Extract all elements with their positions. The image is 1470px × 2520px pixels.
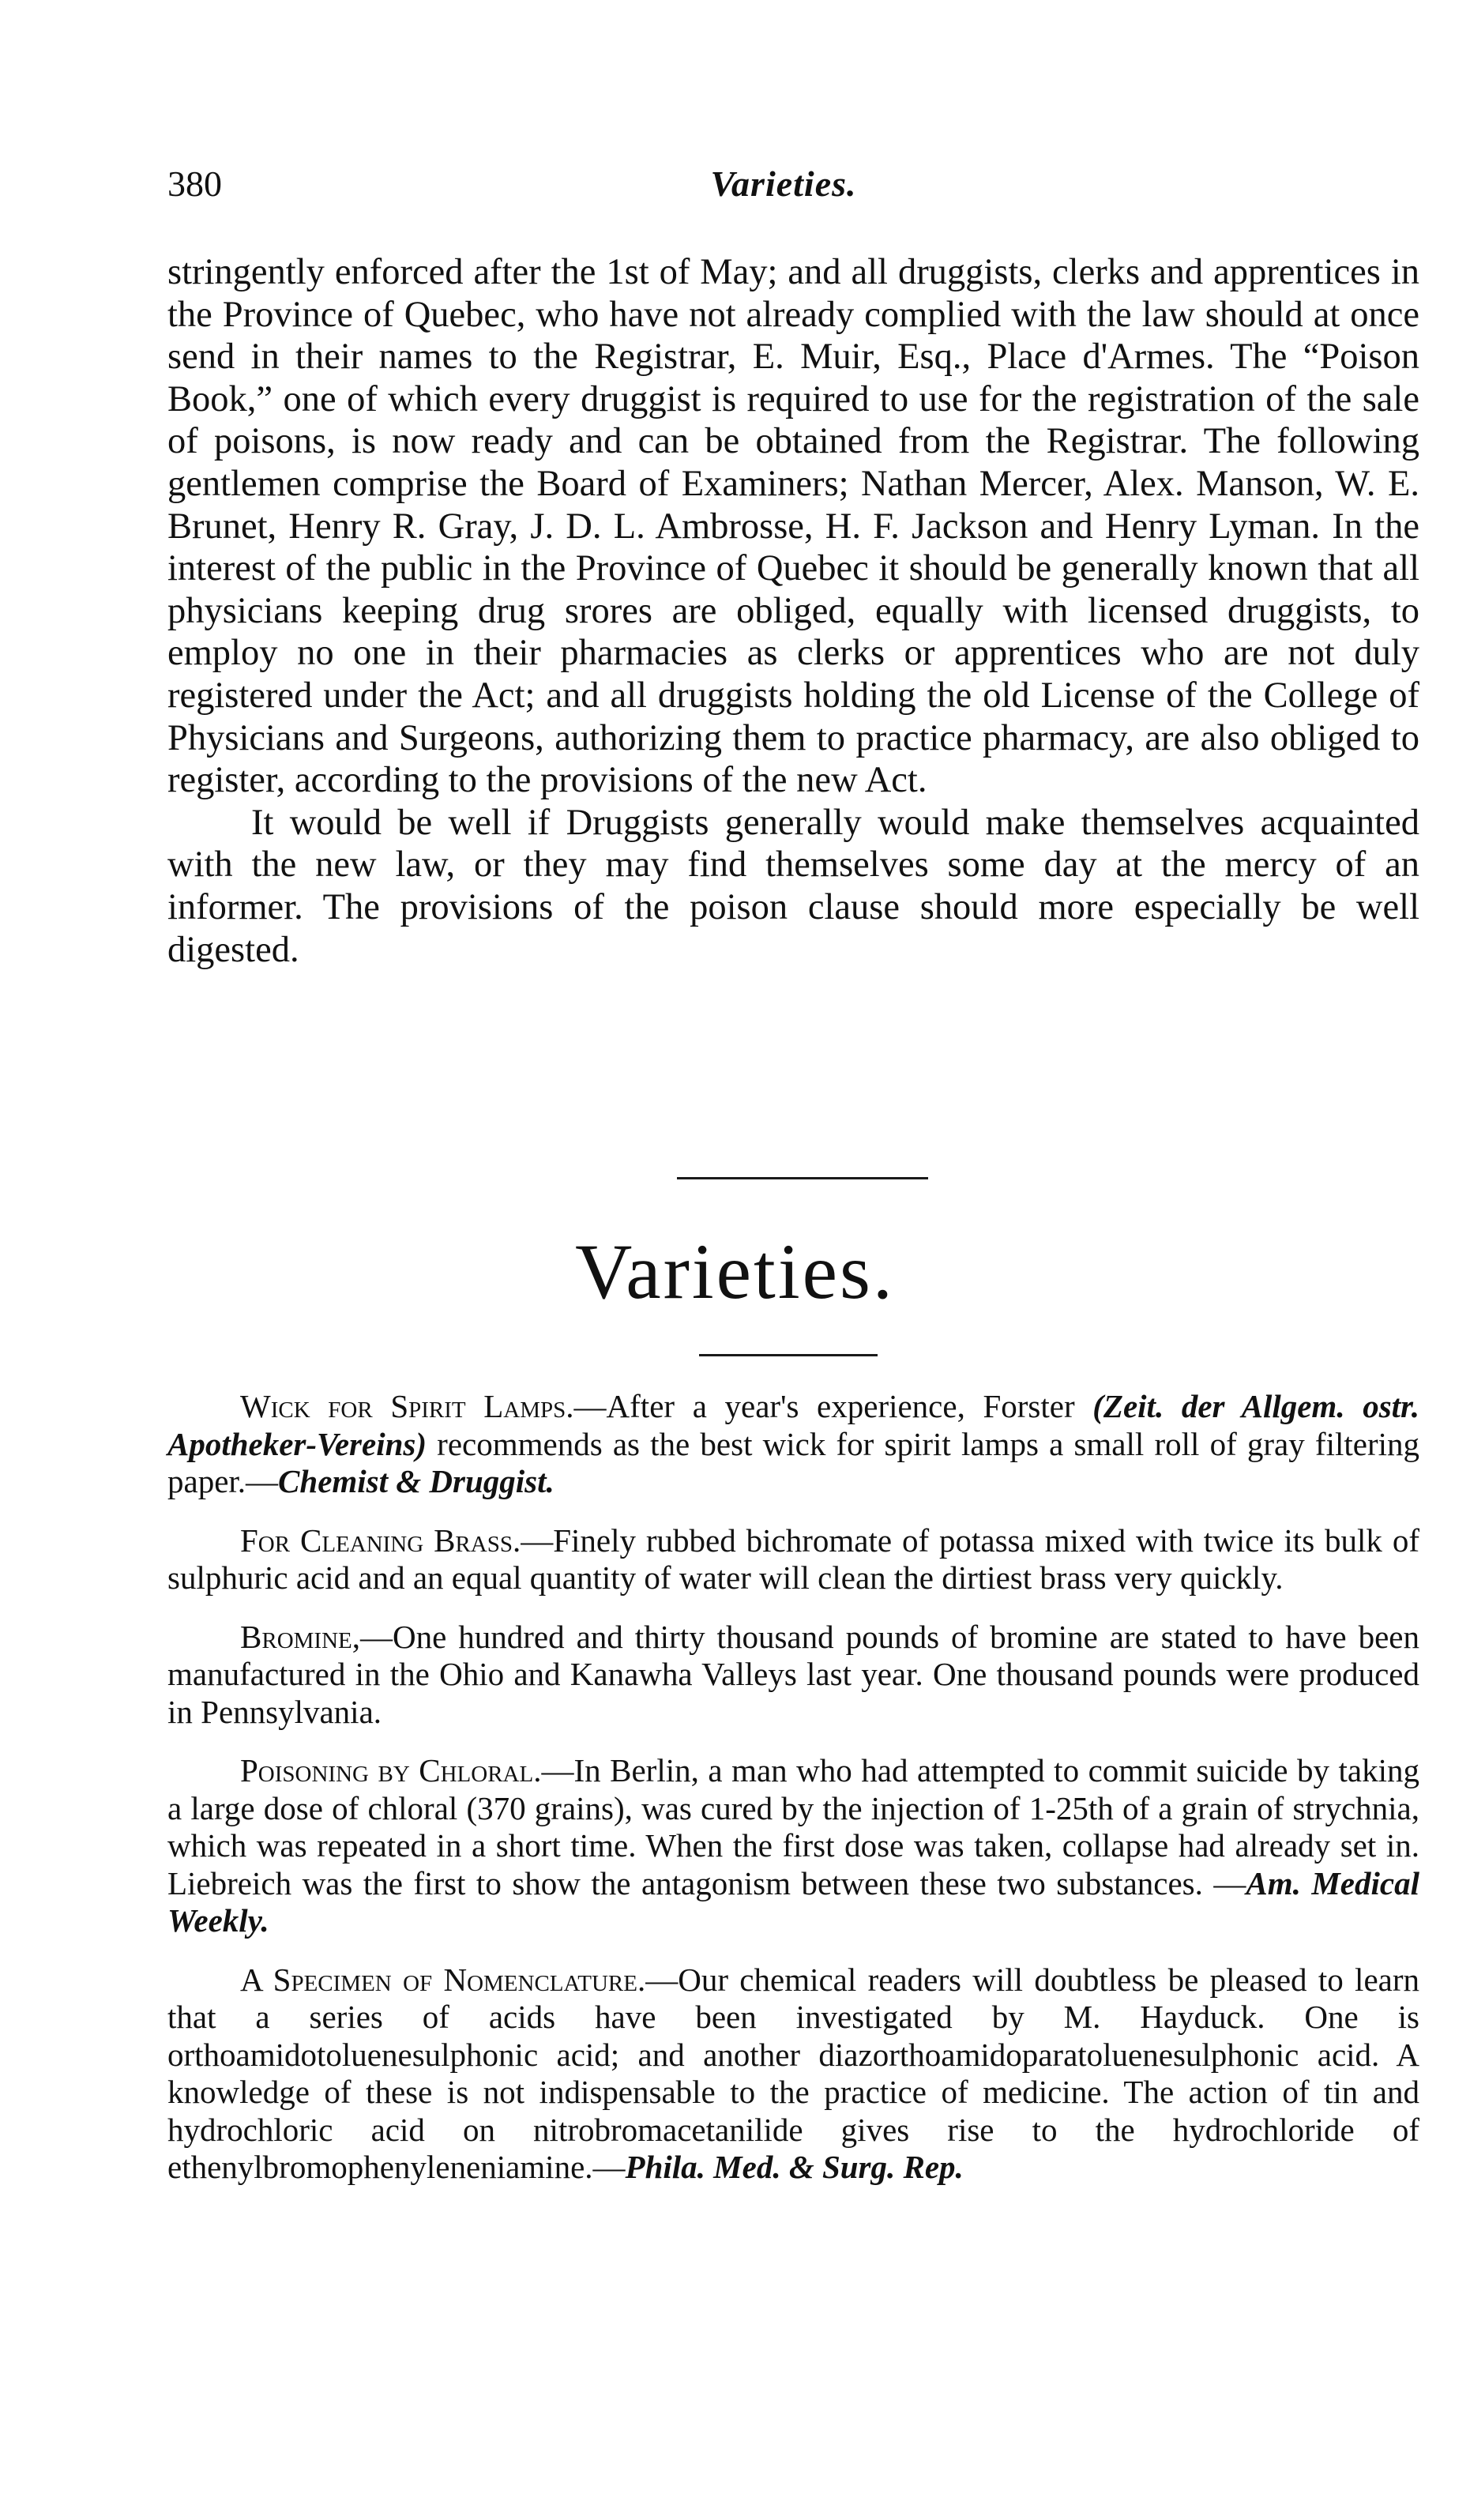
item-source: Phila. Med. & Surg. Rep. — [625, 2149, 964, 2185]
item-title: A Specimen of Nomenclature. — [240, 1961, 646, 1998]
item-text: —One hundred and thirty thousand pounds of bromine are stated to have been manufactured in the Ohio and Kanawha Valleys last year. One thousand pounds were produced in Pennsylvania. — [167, 1618, 1419, 1730]
item-title: Wick for Spirit Lamps. — [240, 1388, 574, 1424]
page-number: 380 — [167, 164, 222, 204]
item-source: Chemist & Druggist. — [278, 1463, 555, 1499]
item-title: For Cleaning Brass. — [240, 1521, 521, 1559]
item-text: —After a year's experience, Forster — [573, 1388, 1093, 1424]
item-inline-source: (Zeit. der Allgem. ostr. Apotheker-Vereins) — [167, 1388, 1419, 1462]
varieties-items — [167, 1388, 1419, 2208]
running-title: Varieties. — [710, 164, 857, 204]
item-title: Poisoning by Chloral. — [240, 1752, 542, 1788]
item-text: —In Berlin, a man who had attempted to commit suicide by taking a large dose of chloral (370 grains), was cured by the injection of 1-25th of a grain of strychnia, which was repeated in a short time. When the first dose was taken, collapse had already set in. Liebreich was the first to show the antagonism between these two substances. — — [167, 1752, 1419, 1901]
section-heading: Varieties. — [575, 1228, 895, 1315]
variety-item — [167, 1388, 1419, 1501]
article-paragraph: It would be well if Druggists generally would make themselves acquainted with the new law, or they may find themselves some day at the mercy of an informer. The provisions of the poison clause should more especially be well digested. — [167, 802, 1419, 970]
item-text: —Finely rubbed bichromate of potassa mixed with twice its bulk of sulphuric acid and an equal quantity of water will clean the dirtiest brass very quickly. — [167, 1521, 1419, 1596]
item-text: recommends as the best wick for spirit lamps a small roll of gray filtering paper.— — [167, 1425, 1419, 1499]
variety-item — [167, 1619, 1419, 1732]
item-title: Bromine, — [240, 1618, 360, 1655]
item-source: Am. Medical Weekly. — [167, 1864, 1419, 1939]
variety-item — [167, 1752, 1419, 1940]
variety-item — [167, 1522, 1419, 1597]
article-paragraph: stringently enforced after the 1st of May; and all druggists, clerks and apprentices in the Province of Quebec, who have not already complied with the law should at once send in their names to the Registrar, E. Muir, Esq., Place d'Armes. The “Poison Book,” one of which every druggist is required to use for the registration of the sale of poisons, is now ready and can be obtained from the Registrar. The following gentlemen comprise the Board of Examiners; Nathan Mercer, Alex. Manson, W. E. Brunet, Henry R. Gray, J. D. L. Ambrosse, H. F. Jackson and Henry Lyman. In the interest of the public in the Province of Quebec it should be generally known that all physicians keeping drug srores are obliged, equally with licensed druggists, to employ no one in their pharmacies as clerks or apprentices who are not duly registered under the Act; and all druggists holding the old License of the College of Physicians and Surgeons, authorizing them to practice pharmacy, are also obliged to register, according to the provisions of the new Act. — [167, 252, 1419, 801]
section-divider-top — [677, 1177, 928, 1179]
variety-item — [167, 1961, 1419, 2187]
continued-article — [167, 251, 1419, 971]
section-divider-bottom — [699, 1354, 878, 1356]
running-head — [167, 163, 1400, 218]
item-text: —Our chemical readers will doubtless be pleased to learn that a series of acids have been investigated by M. Hayduck. One is orthoamidotoluenesulphonic acid; and another diazorthoamidoparatoluenesulphonic acid. A knowledge of these is not indispensable to the practice of medicine. The action of tin and hydrochloric acid on nitrobromacetanilide gives rise to the hydrochloride of ethenylbromophenyleneniamine.— — [167, 1961, 1419, 2185]
